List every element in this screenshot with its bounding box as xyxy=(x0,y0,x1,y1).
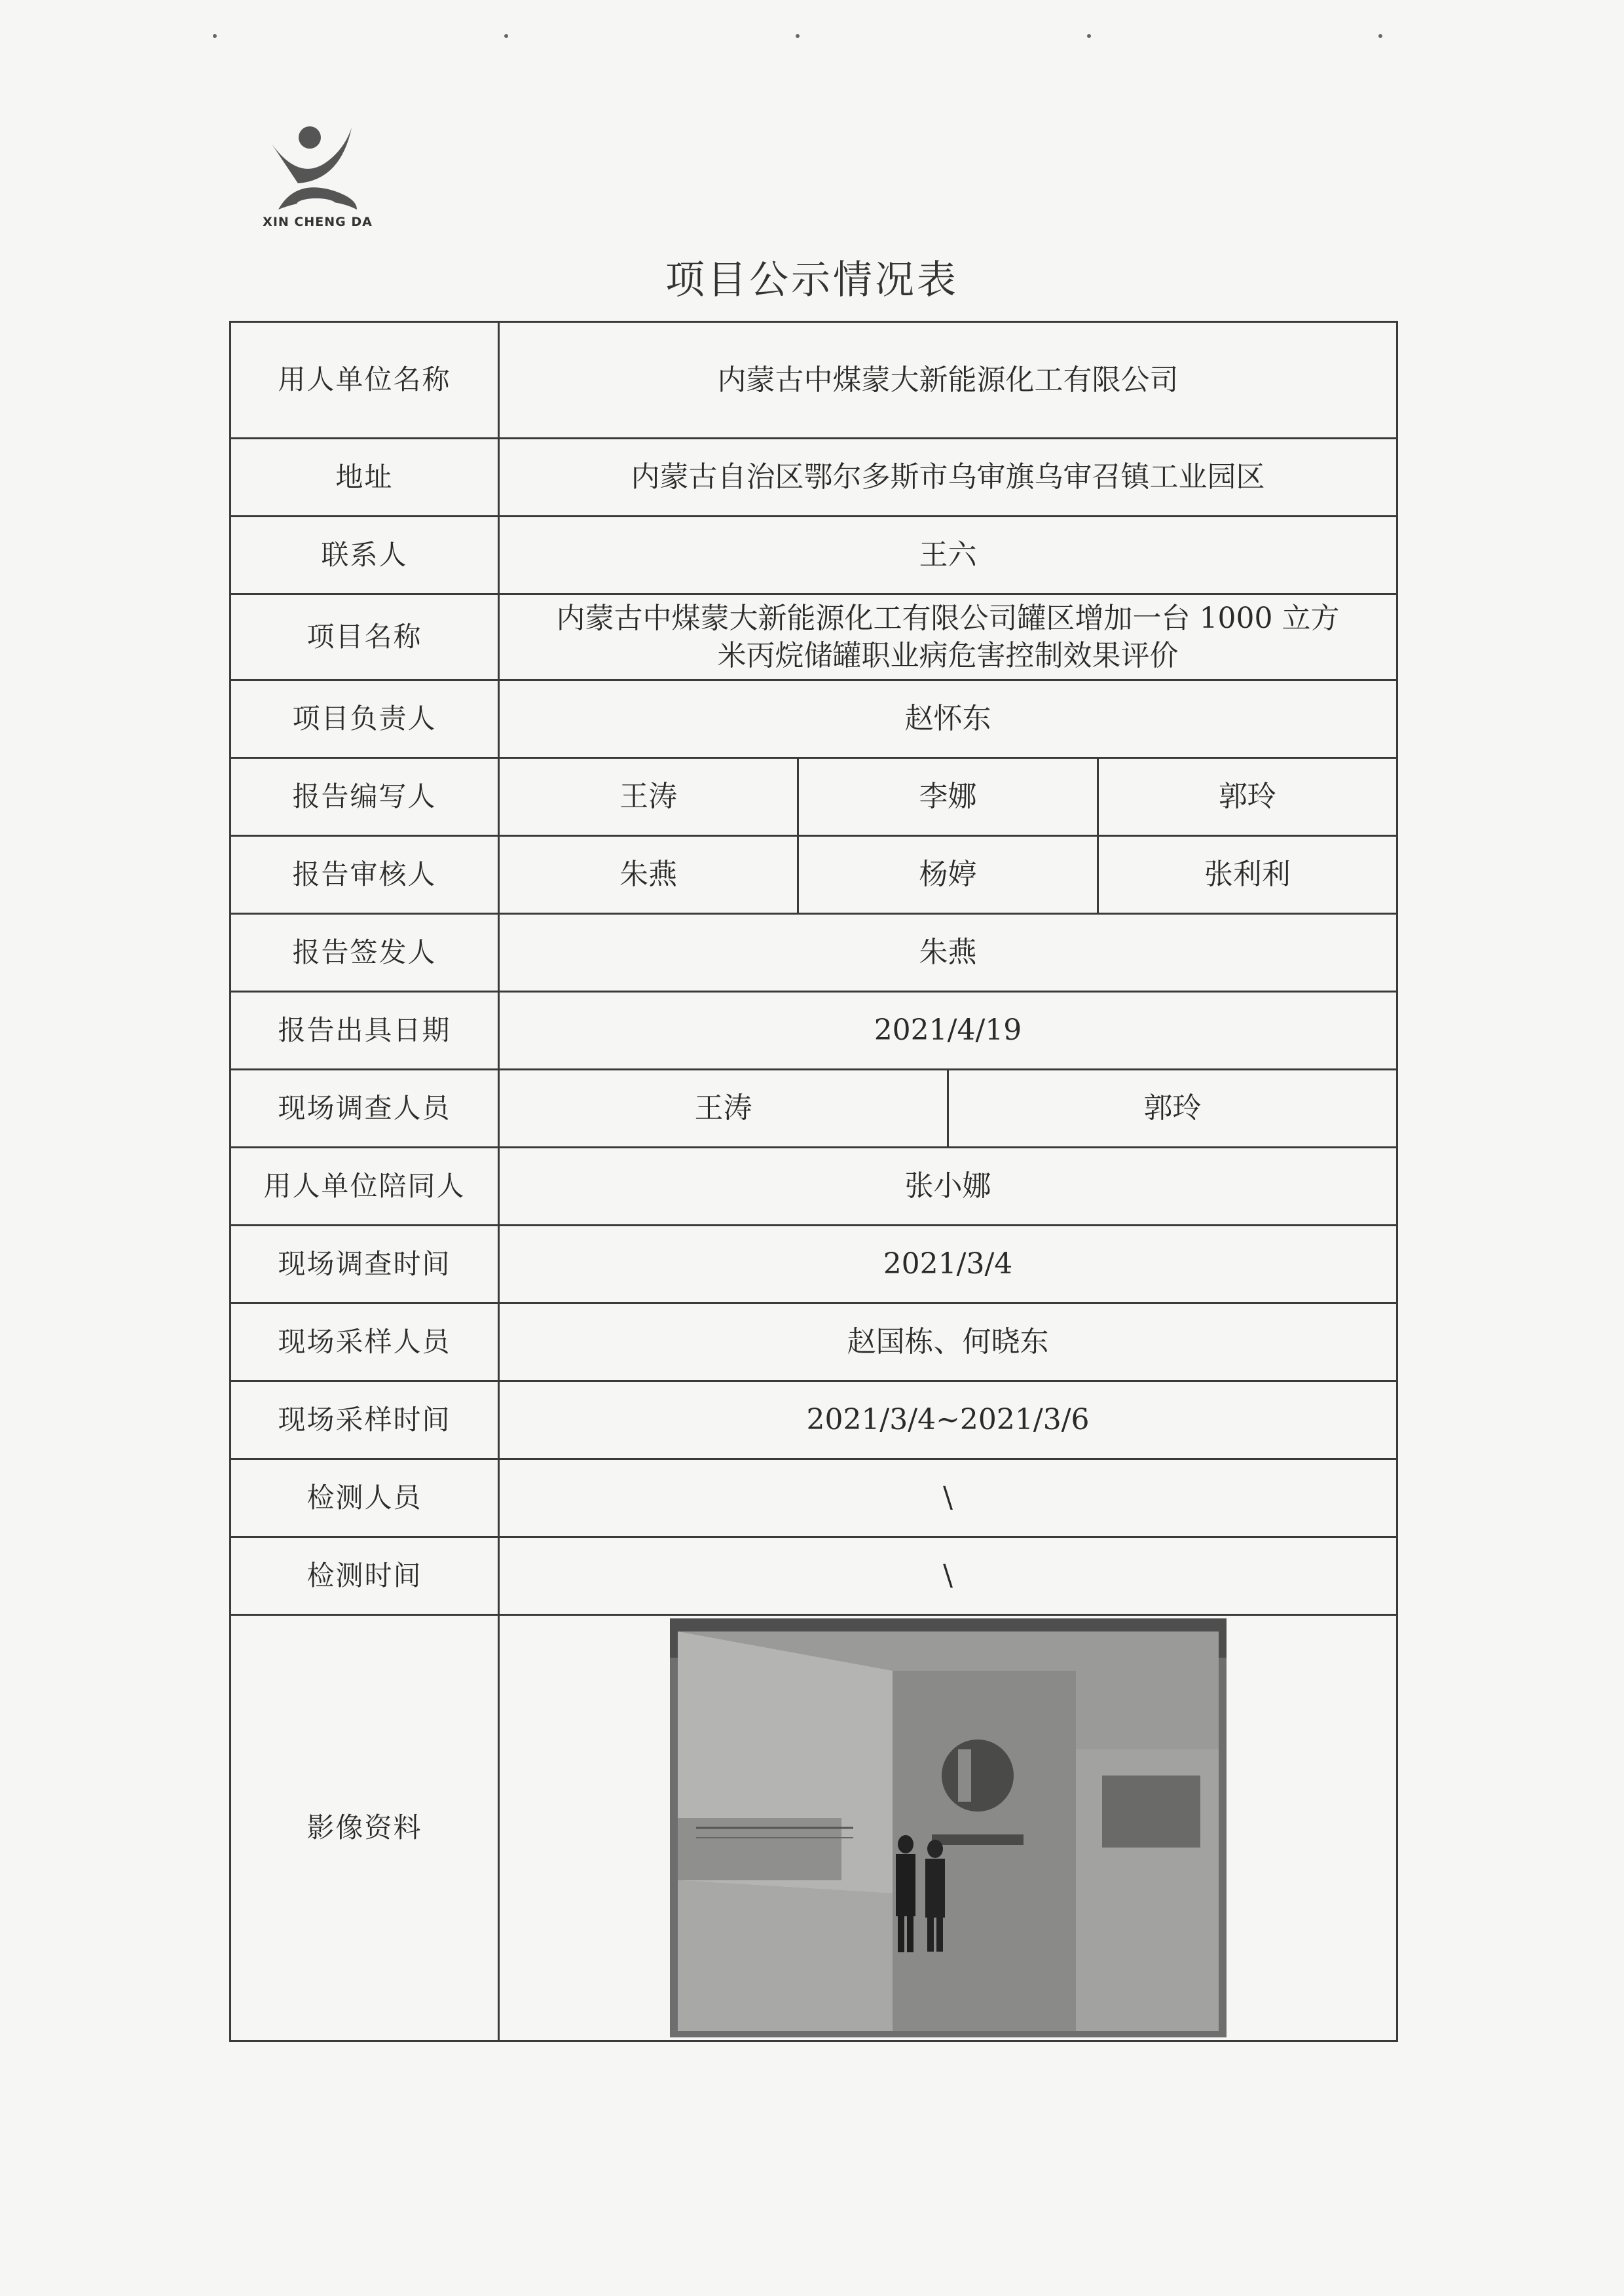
survey-time-label: 现场调查时间 xyxy=(231,1226,499,1303)
report-issuer-value: 朱燕 xyxy=(499,914,1397,992)
employer-label: 用人单位名称 xyxy=(231,322,499,439)
sampling-time-value: 2021/3/4~2021/3/6 xyxy=(499,1381,1397,1459)
table-row xyxy=(231,1303,1397,1381)
report-issuer-label: 报告签发人 xyxy=(231,914,499,992)
report-reviewers-label: 报告审核人 xyxy=(231,836,499,914)
report-writers-label: 报告编写人 xyxy=(231,758,499,836)
report-writer: 王涛 xyxy=(499,758,798,836)
table-row xyxy=(231,914,1397,992)
table-row xyxy=(231,1459,1397,1537)
table-row xyxy=(231,439,1397,517)
employer-escort-label: 用人单位陪同人 xyxy=(231,1148,499,1226)
survey-time-value: 2021/3/4 xyxy=(499,1226,1397,1303)
project-disclosure-table xyxy=(229,321,1398,2042)
contact-label: 联系人 xyxy=(231,517,499,594)
address-label: 地址 xyxy=(231,439,499,517)
scan-dot xyxy=(796,34,800,38)
table-row xyxy=(231,1381,1397,1459)
project-name-label: 项目名称 xyxy=(231,594,499,680)
survey-staff-label: 现场调查人员 xyxy=(231,1070,499,1148)
table-row xyxy=(231,322,1397,439)
table-row xyxy=(231,680,1397,758)
table-row xyxy=(231,594,1397,680)
report-reviewer: 杨婷 xyxy=(798,836,1098,914)
report-reviewer: 张利利 xyxy=(1098,836,1397,914)
project-lead-label: 项目负责人 xyxy=(231,680,499,758)
table-row xyxy=(231,836,1397,914)
report-date-label: 报告出具日期 xyxy=(231,992,499,1070)
images-cell xyxy=(499,1615,1397,2041)
table-row xyxy=(231,1148,1397,1226)
project-lead-value: 赵怀东 xyxy=(499,680,1397,758)
employer-escort-value: 张小娜 xyxy=(499,1148,1397,1226)
survey-staff-member: 郭玲 xyxy=(948,1070,1397,1148)
site-photo xyxy=(670,1618,1227,2037)
sampling-staff-value: 赵国栋、何晓东 xyxy=(499,1303,1397,1381)
report-date-value: 2021/4/19 xyxy=(499,992,1397,1070)
report-writer: 李娜 xyxy=(798,758,1098,836)
contact-value: 王六 xyxy=(499,517,1397,594)
sampling-time-label: 现场采样时间 xyxy=(231,1381,499,1459)
project-name-line-1: 内蒙古中煤蒙大新能源化工有限公司罐区增加一台 1000 立方 xyxy=(556,601,1340,635)
table-row xyxy=(231,1615,1397,2041)
table-row xyxy=(231,1226,1397,1303)
site-photo-image xyxy=(670,1618,1227,2037)
testing-time-value: \ xyxy=(499,1537,1397,1615)
testing-time-label: 检测时间 xyxy=(231,1537,499,1615)
scan-dot xyxy=(1378,34,1382,38)
employer-value: 内蒙古中煤蒙大新能源化工有限公司 xyxy=(499,322,1397,439)
table-row xyxy=(231,517,1397,594)
report-writer: 郭玲 xyxy=(1098,758,1397,836)
table-row xyxy=(231,758,1397,836)
images-label: 影像资料 xyxy=(231,1615,499,2041)
sampling-staff-label: 现场采样人员 xyxy=(231,1303,499,1381)
table-row xyxy=(231,992,1397,1070)
testing-staff-value: \ xyxy=(499,1459,1397,1537)
survey-staff-member: 王涛 xyxy=(499,1070,948,1148)
logo-text: XIN CHENG DA xyxy=(263,215,373,229)
project-name-line-2: 米丙烷储罐职业病危害控制效果评价 xyxy=(717,639,1179,672)
project-name-value xyxy=(499,594,1397,680)
testing-staff-label: 检测人员 xyxy=(231,1459,499,1537)
address-value: 内蒙古自治区鄂尔多斯市乌审旗乌审召镇工业园区 xyxy=(499,439,1397,517)
scan-dot xyxy=(1087,34,1091,38)
page-title: 项目公示情况表 xyxy=(665,257,959,303)
table-row xyxy=(231,1070,1397,1148)
scan-dot xyxy=(213,34,217,38)
scan-dot xyxy=(504,34,508,38)
report-reviewer: 朱燕 xyxy=(499,836,798,914)
table-row xyxy=(231,1537,1397,1615)
